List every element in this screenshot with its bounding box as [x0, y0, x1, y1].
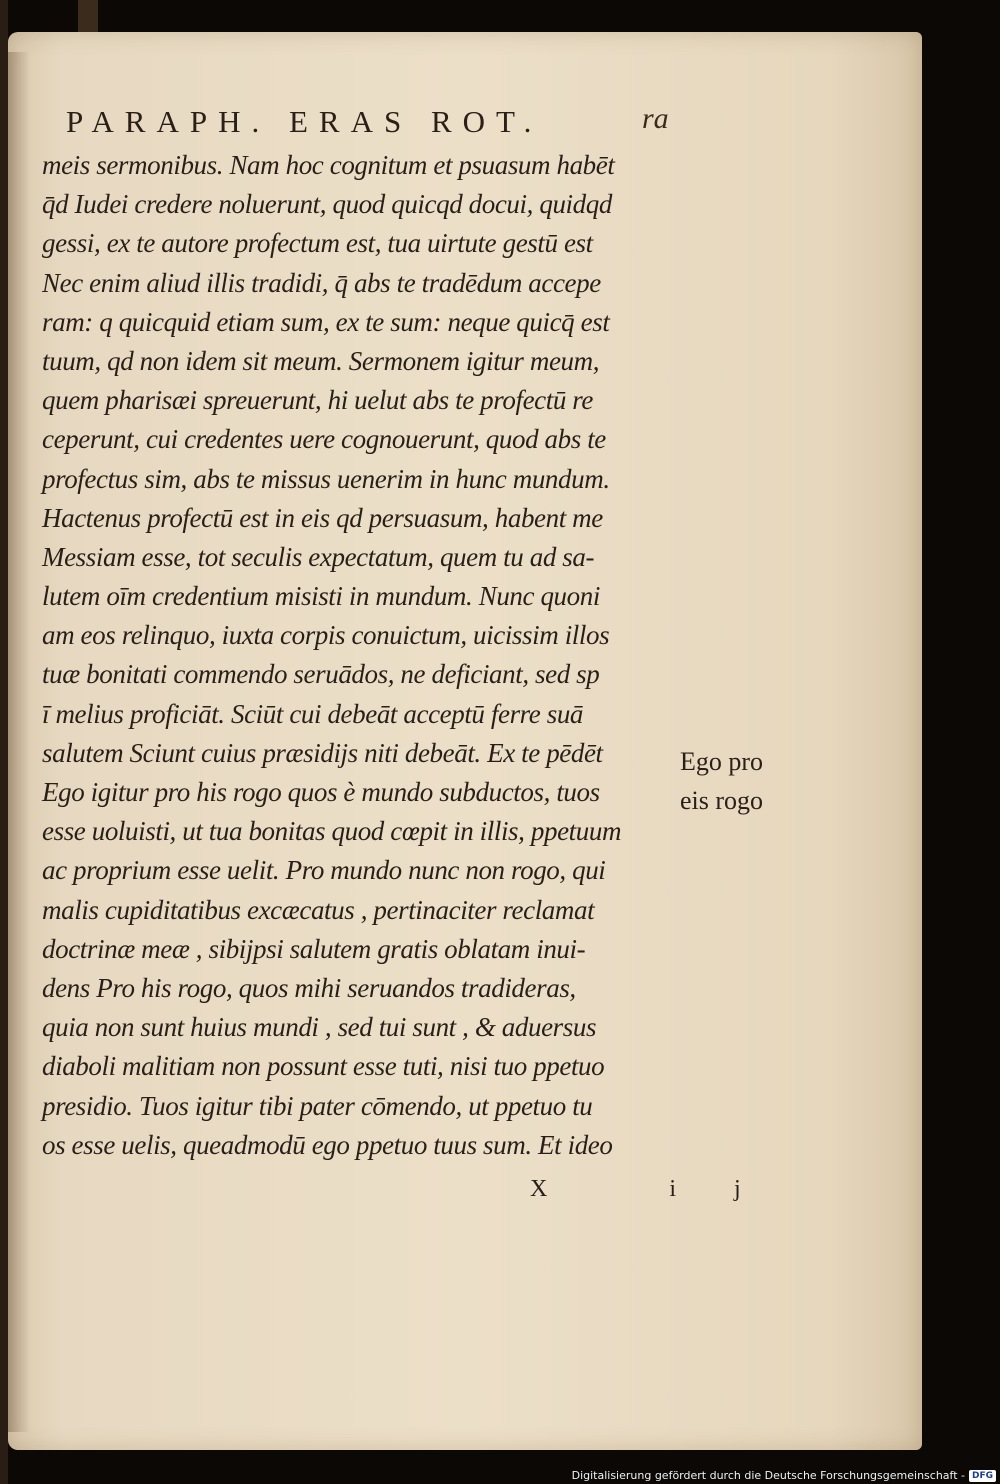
- text-line: doctrinæ meæ , sibijpsi salutem gratis oblatam inui-: [42, 933, 586, 964]
- running-head-title: PARAPH. ERAS ROT.: [66, 104, 543, 139]
- text-line: lutem oīm credentium misisti in mundum. Nunc quoni: [42, 581, 600, 612]
- text-line: quia non sunt huius mundi , sed tui sunt , & aduersus: [42, 1012, 597, 1043]
- text-line: salutem Sciunt cuius præsidijs niti debeāt. Ex te pēdēt: [42, 737, 603, 768]
- text-line: os esse uelis, queadmodū ego ppetuo tuus sum. Et ideo: [42, 1129, 613, 1160]
- text-line: Ego igitur pro his rogo quos è mundo subductos, tuos: [42, 777, 600, 807]
- book-spine-edge: [0, 0, 8, 1484]
- text-line: tuum, qd non idem sit meum. Sermonem igitur meum,: [42, 345, 600, 376]
- text-line: presidio. Tuos igitur tibi pater cōmendo, ut ppetuo tu: [42, 1090, 593, 1121]
- text-line: ceperunt, cui credentes uere cognouerunt, quod abs te: [42, 424, 606, 455]
- text-line: Hactenus profectū est in eis qd persuasum, habent me: [42, 502, 603, 533]
- marginal-note-line: Ego pro: [680, 747, 764, 776]
- binding-tab: [78, 0, 98, 32]
- credit-text: Digitalisierung gefördert durch die Deutsche Forschungsgemeinschaft -: [571, 1469, 965, 1482]
- signature-mark: X ij: [530, 1176, 799, 1202]
- text-line: ac proprium esse uelit. Pro mundo nunc non rogo, qui: [42, 855, 606, 886]
- text-line: quem pharisæi spreuerunt, hi uelut abs te profectū re: [42, 385, 593, 416]
- text-line: ī melius proficiāt. Sciūt cui debeāt acceptū ferre suā: [42, 698, 584, 729]
- text-line: esse uoluisti, ut tua bonitas quod cœpit in illis, ppetuum: [42, 816, 622, 847]
- text-line: dens Pro his rogo, quos mihi seruandos tradideras,: [42, 972, 576, 1003]
- text-line: Messiam esse, tot seculis expectatum, quem tu ad sa-: [42, 541, 595, 572]
- text-line: meis sermonibus. Nam hoc cognitum et psuasum habēt: [42, 150, 615, 180]
- text-line: tuæ bonitati commendo seruādos, ne deficiant, sed sp: [42, 659, 600, 690]
- marginal-note-line: eis rogo: [680, 786, 764, 816]
- text-line: gessi, ex te autore profectum est, tua uirtute gestū est: [42, 228, 593, 259]
- folio-number: ra: [642, 102, 669, 135]
- dfg-logo: DFG: [969, 1470, 996, 1482]
- text-line: am eos relinquo, iuxta corpis conuictum, uicissim illos: [42, 620, 610, 651]
- main-text-block: [42, 146, 682, 1165]
- text-line: malis cupiditatibus excæcatus , pertinaciter reclamat: [42, 894, 595, 925]
- digitization-credit: [572, 1469, 996, 1482]
- marginal-note: [680, 742, 790, 820]
- text-line: profectus sim, abs te missus uenerim in hunc mundum.: [42, 463, 610, 494]
- text-line: diaboli malitiam non possunt esse tuti, nisi tuo ppetuo: [42, 1051, 605, 1082]
- text-line: q̄d Iudei credere noluerunt, quod quicqd docui, quidqd: [42, 189, 612, 220]
- text-line: Nec enim aliud illis tradidi, q̄ abs te tradēdum accepe: [42, 267, 601, 298]
- page-gutter-shadow: [8, 52, 30, 1432]
- text-line: ram: q quicquid etiam sum, ex te sum: neque quicq̄ est: [42, 306, 610, 337]
